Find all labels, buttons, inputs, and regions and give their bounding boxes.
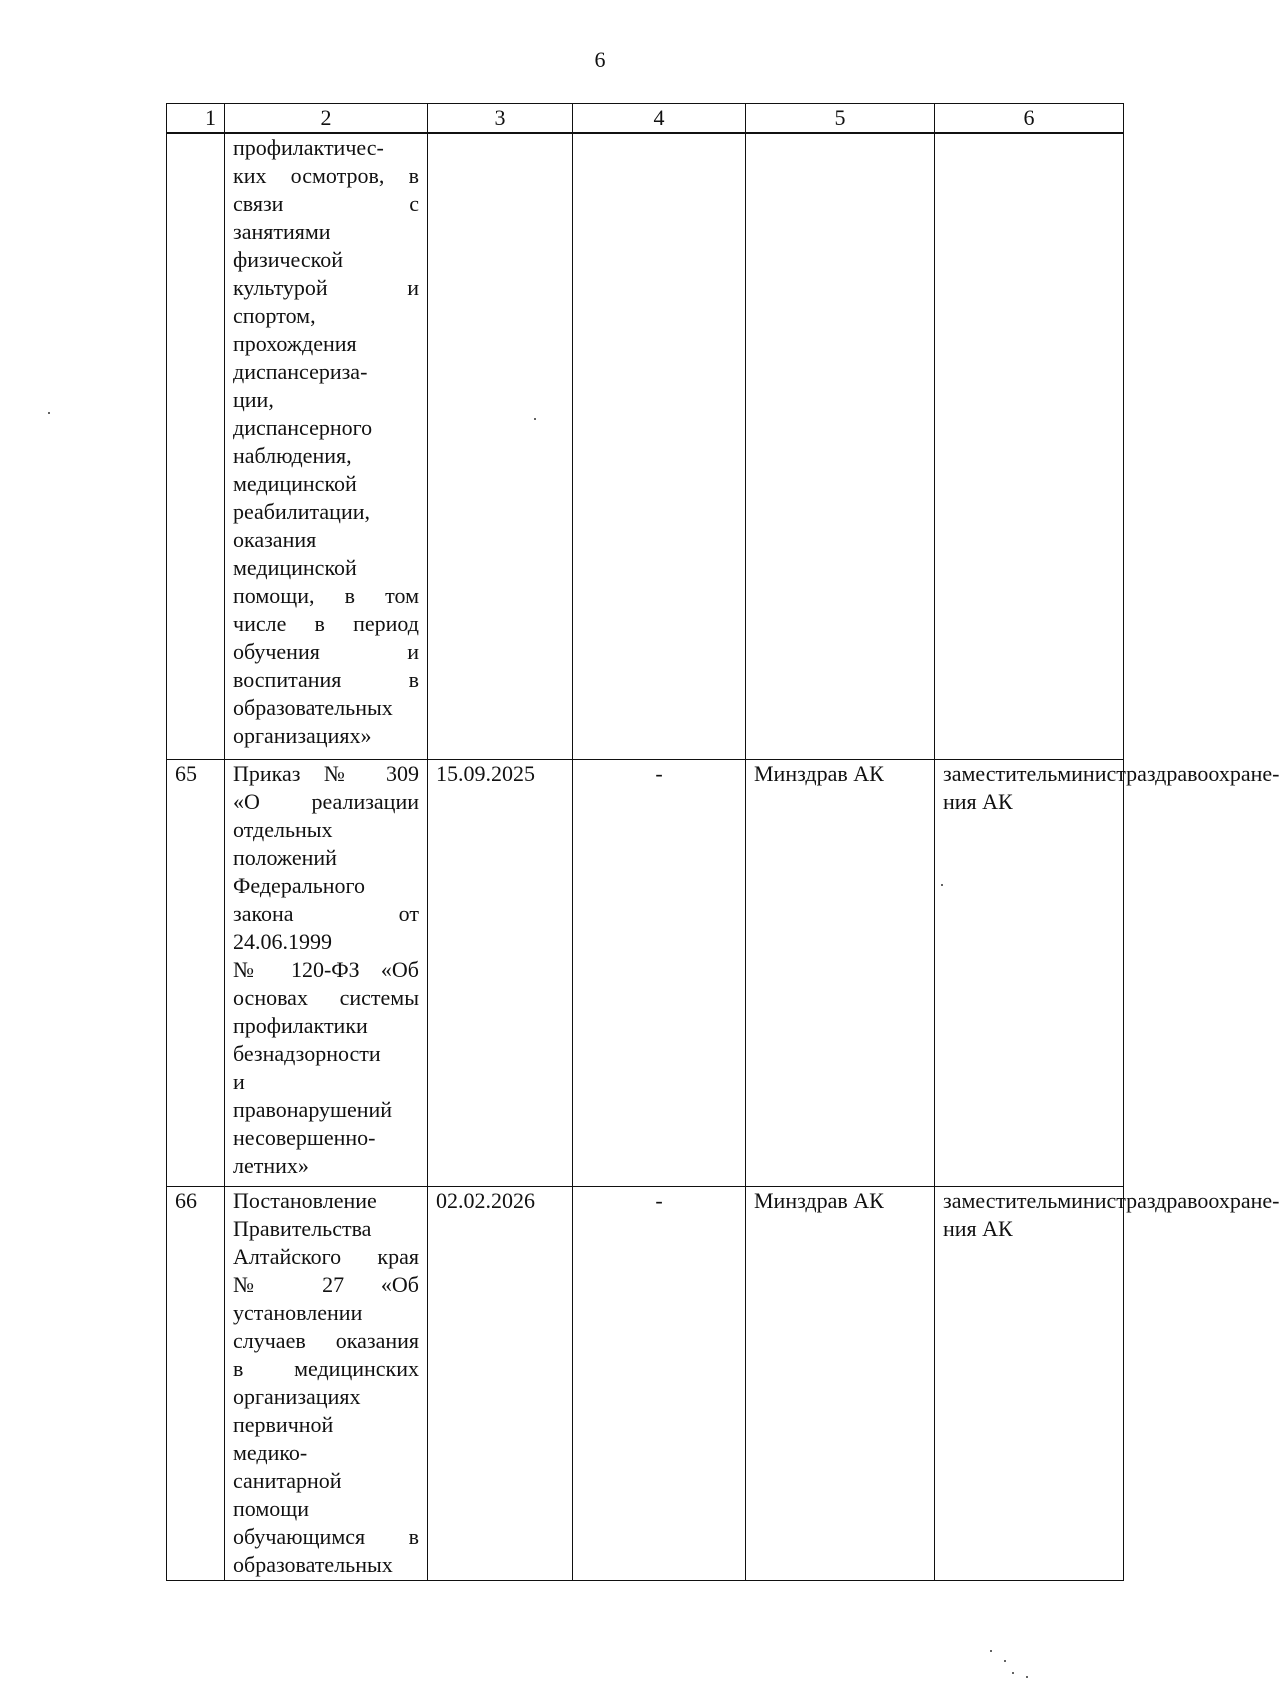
header-col-2: 2	[225, 104, 428, 134]
text-line: летних»	[233, 1153, 309, 1178]
header-col-6: 6	[935, 104, 1124, 134]
header-col-1: 1	[167, 104, 225, 134]
cell-date: 15.09.2025	[428, 760, 573, 1187]
text-line: культурой и	[233, 275, 419, 300]
text-line: первичной	[233, 1412, 334, 1437]
text-line: медицинской	[233, 555, 357, 580]
text-line: обучения и	[233, 639, 419, 664]
header-col-4: 4	[573, 104, 746, 134]
text-line: 24.06.1999	[233, 929, 332, 954]
header-col-3: 3	[428, 104, 573, 134]
text-line: профилактики	[233, 1013, 368, 1038]
text-line: ния АК	[943, 1216, 1013, 1241]
document-table	[166, 103, 1279, 1581]
text-line: связи с	[233, 191, 419, 216]
cell-date	[428, 133, 573, 760]
text-line: реабилитации,	[233, 499, 370, 524]
scan-speck	[990, 1650, 992, 1652]
text-line: здравоохране-	[1146, 761, 1279, 786]
table-row	[167, 760, 1124, 1187]
text-line: отдельных	[233, 817, 333, 842]
text-line: медицинской	[233, 471, 357, 496]
text-line: и	[233, 1069, 245, 1094]
table-header-row	[167, 104, 1124, 134]
text-line: числе в период	[233, 611, 419, 636]
text-line: образовательных	[233, 1552, 393, 1577]
text-line: несовершенно-	[233, 1125, 376, 1150]
text-line: правонарушений	[233, 1097, 393, 1122]
text-line: «О реализации	[233, 789, 419, 814]
text-line: № 27 «Об	[233, 1272, 419, 1297]
text-line: физической	[233, 247, 343, 272]
text-line: министра	[1057, 1188, 1147, 1213]
text-line: спортом,	[233, 303, 316, 328]
scan-speck	[48, 412, 50, 414]
text-line: помощи, в том	[233, 583, 419, 608]
cell-document-text	[225, 1187, 428, 1581]
text-line: ции,	[233, 387, 274, 412]
text-line: установлении	[233, 1300, 363, 1325]
scan-speck	[1012, 1672, 1014, 1674]
text-line: диспансерного	[233, 415, 373, 440]
text-line: Федерального	[233, 873, 366, 898]
text-line: диспансериза-	[233, 359, 368, 384]
text-line: заместитель	[943, 761, 1058, 786]
text-line: занятиями	[233, 219, 331, 244]
cell-responsible	[935, 1187, 1279, 1581]
scan-speck	[534, 418, 536, 420]
cell-department: Минздрав АК	[746, 1187, 935, 1581]
text-line: санитарной	[233, 1468, 342, 1493]
text-line: безнадзорности	[233, 1041, 381, 1066]
cell-col4: -	[573, 760, 746, 1187]
scan-speck	[1004, 1660, 1006, 1662]
cell-col4: -	[573, 1187, 746, 1581]
text-line: Алтайского края	[233, 1244, 419, 1269]
cell-col6	[935, 133, 1124, 760]
scan-speck	[1026, 1676, 1028, 1678]
text-line: в медицинских	[233, 1356, 419, 1381]
text-line: воспитания в	[233, 667, 419, 692]
text-line: положений	[233, 845, 337, 870]
cell-department: Минздрав АК	[746, 760, 935, 1187]
text-line: случаев оказания	[233, 1328, 419, 1353]
cell-col5	[746, 133, 935, 760]
cell-document-text	[225, 760, 428, 1187]
text-line: ния АК	[943, 789, 1013, 814]
text-line: основах системы	[233, 985, 419, 1010]
table-row-continuation	[167, 133, 1124, 760]
text-line: обучающимся в	[233, 1524, 419, 1549]
cell-date: 02.02.2026	[428, 1187, 573, 1581]
text-line: Постановление	[233, 1188, 377, 1213]
text-line: наблюдения,	[233, 443, 352, 468]
text-line: Правительства	[233, 1216, 372, 1241]
text-line: заместитель	[943, 1188, 1058, 1213]
text-line: организациях»	[233, 723, 372, 748]
text-line: здравоохране-	[1146, 1188, 1279, 1213]
text-line: Приказ № 309	[233, 761, 419, 786]
text-line: помощи	[233, 1496, 309, 1521]
text-line: медико-	[233, 1440, 308, 1465]
text-line: министра	[1057, 761, 1147, 786]
text-line: образовательных	[233, 695, 393, 720]
cell-num: 65	[167, 760, 225, 1187]
header-col-5: 5	[746, 104, 935, 134]
text-line: закона от	[233, 901, 419, 926]
cell-num	[167, 133, 225, 760]
table-row	[167, 1187, 1124, 1581]
cell-responsible	[935, 760, 1279, 1187]
cell-num: 66	[167, 1187, 225, 1581]
text-line: ких осмотров, в	[233, 163, 419, 188]
text-line: оказания	[233, 527, 317, 552]
page-number: 6	[594, 47, 606, 72]
text-line: прохождения	[233, 331, 357, 356]
text-line: профилактичес-	[233, 135, 384, 160]
text-line: организациях	[233, 1384, 361, 1409]
cell-document-text	[225, 133, 428, 760]
scan-speck	[941, 884, 943, 886]
cell-col4	[573, 133, 746, 760]
text-line: № 120-ФЗ «Об	[233, 957, 419, 982]
